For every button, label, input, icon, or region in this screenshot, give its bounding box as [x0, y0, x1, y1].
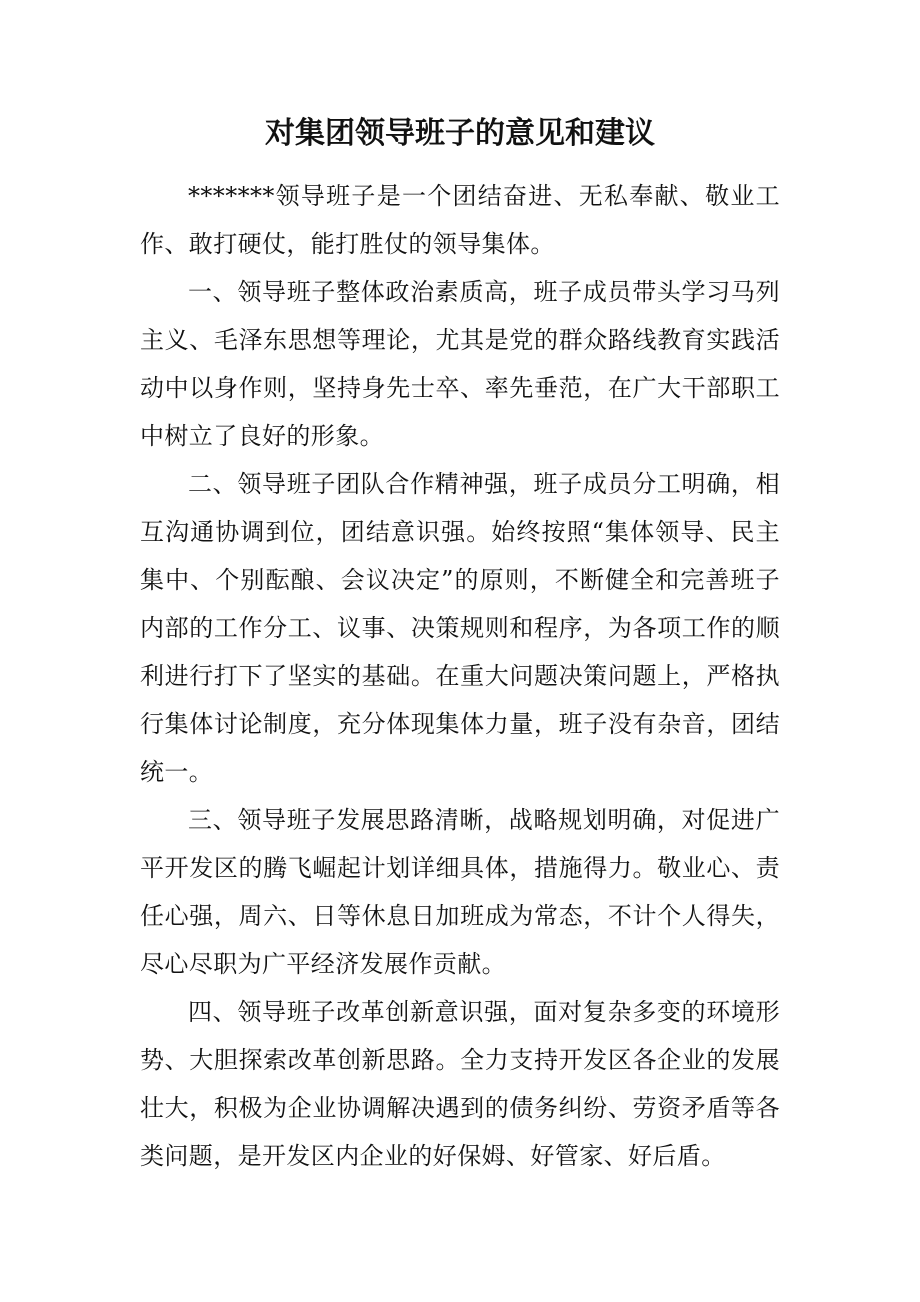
paragraph-point-2: 二、领导班子团队合作精神强，班子成员分工明确，相互沟通协调到位，团结意识强。始终按照“集体领导、民主集中、个别酝酿、会议决定”的原则，不断健全和完善班子内部的工作分工、议事、决策规则和程序，为各项工作的顺利进行打下了坚实的基础。在重大问题决策问题上，严格执行集体讨论制度，充分体现集体力量，班子没有杂音，团结统一。 [140, 470, 780, 786]
paragraph-intro: *******领导班子是一个团结奋进、无私奉献、敬业工作、敢打硬仗，能打胜仗的领导集体。 [140, 182, 780, 258]
paragraph-point-4: 四、领导班子改革创新意识强，面对复杂多变的环境形势、大胆探索改革创新思路。全力支持开发区各企业的发展壮大，积极为企业协调解决遇到的债务纠纷、劳资矛盾等各类问题，是开发区内企业的好保姆、好管家、好后盾。 [140, 998, 780, 1170]
document-body [140, 172, 780, 1180]
paragraph-point-3: 三、领导班子发展思路清晰，战略规划明确，对促进广平开发区的腾飞崛起计划详细具体，措施得力。敬业心、责任心强，周六、日等休息日加班成为常态，不计个人得失，尽心尽职为广平经济发展作贡献。 [140, 806, 780, 978]
document-title: 对集团领导班子的意见和建议 [265, 116, 655, 151]
paragraph-point-1: 一、领导班子整体政治素质高，班子成员带头学习马列主义、毛泽东思想等理论，尤其是党的群众路线教育实践活动中以身作则，坚持身先士卒、率先垂范，在广大干部职工中树立了良好的形象。 [140, 278, 780, 450]
